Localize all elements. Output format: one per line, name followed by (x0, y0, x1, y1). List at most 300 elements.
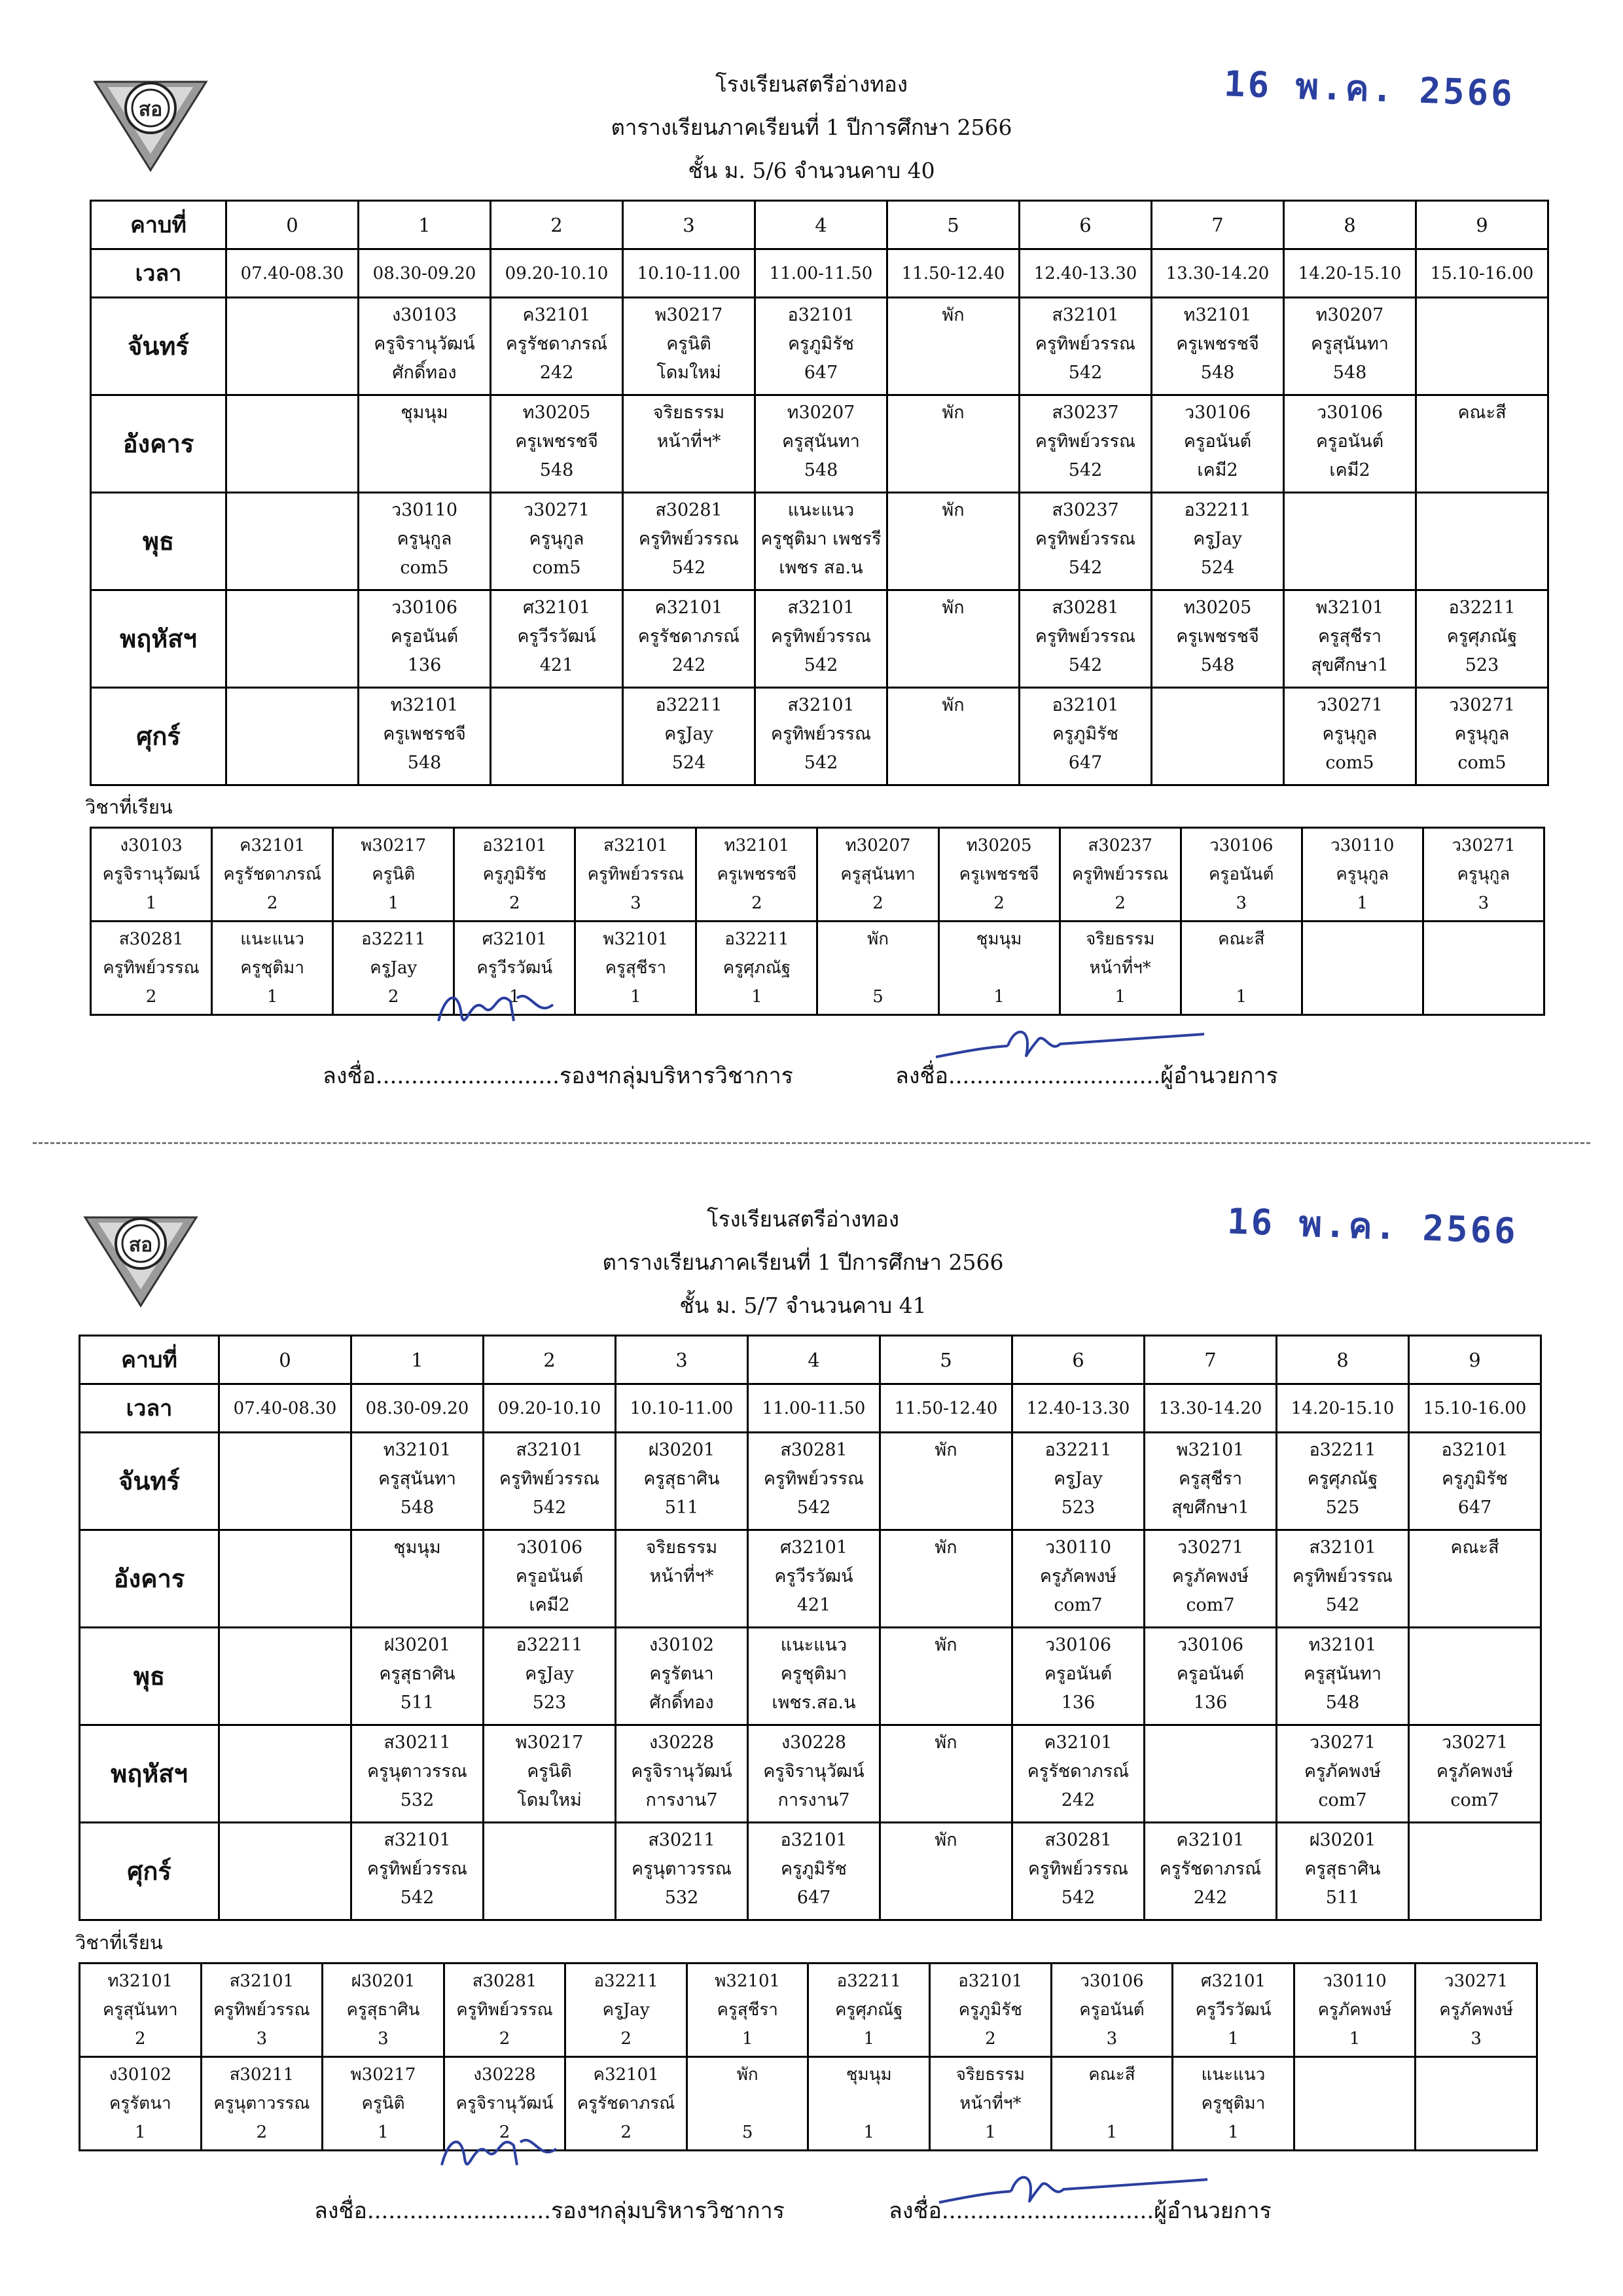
cell-line: ครูสุธาศิน (1304, 1859, 1381, 1879)
time-slot: 14.20-15.10 (1277, 1384, 1409, 1433)
cell-line: คณะสี (1088, 2065, 1135, 2085)
cell-line: 3 (256, 2029, 268, 2049)
cell-line: ครูนุกูล (1336, 865, 1389, 884)
school-logo-icon (82, 1198, 200, 1309)
cell-line: ครูจิรานุวัฒน์ (374, 334, 475, 354)
cell-line: ครูจิรานุวัฒน์ (763, 1761, 865, 1782)
cell-line: 2 (387, 987, 399, 1007)
cell-line: ครูเพชรชจี (383, 724, 466, 744)
class-cell (1416, 493, 1548, 590)
cell-line: ครูJay (370, 958, 418, 978)
cell-line: ครูสุนันทา (840, 865, 916, 884)
cell-line: ครูภูมิรัช (781, 1859, 847, 1879)
subject-cell (323, 2057, 444, 2151)
day-row (91, 395, 1548, 493)
cell-line: ครูอนันต์ (1044, 1664, 1113, 1684)
cell-line: 1 (863, 2123, 875, 2142)
cell-line: ครูทิพย์วรรณ (770, 724, 872, 744)
class-cell (1277, 1823, 1409, 1920)
cell-line (819, 954, 936, 982)
class-cell (748, 1628, 880, 1725)
cell-line: com5 (1325, 753, 1374, 773)
day-row (91, 688, 1548, 785)
subject-cell (80, 2057, 202, 2151)
cell-line: คณะสี (1450, 1537, 1499, 1558)
subject-cell (817, 828, 938, 922)
timetable-sheet-m56 (0, 0, 1623, 1139)
subject-cell (1181, 828, 1302, 922)
cell-line: com7 (1318, 1790, 1367, 1810)
cell-line: 524 (671, 753, 706, 773)
class-cell (484, 1433, 616, 1530)
cell-line: ว30271 (1452, 836, 1516, 855)
subject-cell (938, 828, 1060, 922)
school-name: โรงเรียนสตรีอ่างทอง (707, 1206, 899, 1232)
subject-cell (696, 922, 817, 1015)
subject-cell (817, 922, 938, 1015)
timetable-sheet-m57 (0, 1145, 1623, 2296)
cell-line: 2 (145, 987, 157, 1007)
class-cell (1145, 1433, 1277, 1530)
subject-cell (696, 828, 817, 922)
cell-line: ครูทิพย์วรรณ (1027, 1859, 1129, 1879)
subject-cell (1416, 1964, 1537, 2057)
cell-line: 2 (620, 2029, 632, 2049)
cell-line: การงาน7 (645, 1790, 718, 1810)
cell-line: อ32211 (836, 1971, 901, 1991)
class-cell (1020, 298, 1152, 395)
cell-line: ครูนุตาวรรณ (632, 1859, 732, 1879)
class-cell (491, 688, 623, 785)
cell-line: ครูชุติมา (240, 958, 304, 978)
cell-line: 542 (804, 753, 838, 773)
date-stamp: 16 พ.ค. 2566 (1226, 1200, 1519, 1252)
cell-line: ง30103 (391, 305, 457, 325)
class-cell (226, 493, 359, 590)
day-row (80, 1433, 1541, 1530)
cell-line: 3 (1478, 893, 1489, 913)
class-cell (755, 688, 887, 785)
time-slot: 14.20-15.10 (1284, 249, 1416, 298)
cell-line: พ30217 (350, 2065, 416, 2085)
subject-cell (1060, 828, 1181, 922)
cell-line: 1 (1357, 893, 1368, 913)
cell-line: อ32101 (482, 836, 547, 855)
cell-line: เพชร สอ.น (779, 558, 863, 578)
cell-line: อ32211 (724, 929, 789, 949)
cell-line: 647 (1068, 753, 1103, 773)
cell-line: ครูสุนันทา (103, 2000, 178, 2020)
subject-cell (212, 922, 333, 1015)
class-cell (219, 1823, 351, 1920)
class-cell (226, 688, 359, 785)
subject-cell (323, 1964, 444, 2057)
cell-line: ชุมนุม (393, 1537, 441, 1558)
class-cell (1277, 1433, 1409, 1530)
day-row (80, 1823, 1541, 1920)
cell-line: แนะแนว (1201, 2065, 1266, 2085)
day-name: พฤหัสฯ (80, 1725, 219, 1823)
cell-line: 524 (1200, 558, 1235, 578)
day-name: ศุกร์ (80, 1823, 219, 1920)
deputy-signature (432, 982, 563, 1041)
cell-line: หน้าที่ฯ* (959, 2094, 1022, 2113)
class-cell (351, 1725, 484, 1823)
class-cell (484, 1823, 616, 1920)
class-cell (219, 1725, 351, 1823)
cell-line: 1 (378, 2123, 389, 2142)
time-header: เวลา (91, 249, 226, 298)
class-cell (1020, 688, 1152, 785)
cell-line: แนะแนว (780, 1635, 847, 1655)
class-cell (1152, 395, 1284, 493)
cell-line: พ32101 (715, 1971, 781, 1991)
cell-line: 511 (1325, 1888, 1360, 1908)
cell-line: ครูอนันต์ (1183, 431, 1252, 452)
class-cell (1145, 1823, 1277, 1920)
period-number: 9 (1409, 1336, 1541, 1384)
class-info: ชั้น ม. 5/6 จำนวนคาบ 40 (688, 158, 935, 183)
cell-line: ครูสุนันทา (378, 1469, 456, 1489)
subject-cell (808, 2057, 930, 2151)
cell-line: 2 (620, 2123, 632, 2142)
time-slot: 12.40-13.30 (1012, 1384, 1145, 1433)
cell-line: 1 (1236, 987, 1247, 1007)
cell-line: ส30281 (780, 1440, 847, 1460)
cell-line: ส30211 (648, 1830, 715, 1850)
cell-line: แนะแนว (787, 500, 855, 520)
cell-line: ง30102 (109, 2065, 171, 2085)
subject-cell (1181, 922, 1302, 1015)
cell-line: com5 (400, 558, 449, 578)
cell-line: 542 (804, 655, 838, 675)
cell-line: com7 (1186, 1595, 1235, 1615)
subject-cell (212, 828, 333, 922)
cell-line: พัก (935, 1537, 957, 1558)
class-cell (1152, 590, 1284, 688)
cell-line: 542 (400, 1888, 435, 1908)
class-cell (748, 1823, 880, 1920)
cell-line: ครูทิพย์วรรณ (1035, 529, 1136, 549)
cell-line: 3 (378, 2029, 389, 2049)
cell-line: ครูรัชดาภรณ์ (1027, 1761, 1130, 1782)
class-cell (1416, 688, 1548, 785)
class-cell (887, 493, 1020, 590)
class-cell (219, 1628, 351, 1725)
cell-line: 542 (532, 1498, 567, 1518)
cell-line: 1 (1115, 987, 1126, 1007)
cell-line: 548 (1200, 655, 1235, 675)
time-slot: 09.20-10.10 (484, 1384, 616, 1433)
cell-line: ศ32101 (522, 598, 591, 618)
cell-line: 548 (407, 753, 442, 773)
class-cell (1020, 493, 1152, 590)
cell-line: ครูนุตาวรรณ (367, 1761, 467, 1782)
cell-line: ครูเพชรชจี (959, 865, 1039, 884)
time-slot: 11.00-11.50 (755, 249, 887, 298)
cell-line: ครูจิรานุวัฒน์ (102, 865, 200, 884)
cell-line: 542 (1068, 655, 1103, 675)
cell-line: 1 (509, 987, 520, 1007)
time-slot: 11.50-12.40 (880, 1384, 1012, 1433)
cell-line: com7 (1450, 1790, 1499, 1810)
svg-text:สอ: สอ (138, 98, 163, 121)
class-cell (1020, 590, 1152, 688)
cell-line: ชุมนุม (846, 2065, 892, 2085)
class-cell (351, 1628, 484, 1725)
cell-line: 136 (407, 655, 442, 675)
class-cell (623, 688, 755, 785)
class-cell (491, 590, 623, 688)
cell-line: ครูJay (1054, 1469, 1103, 1489)
period-row (80, 1336, 1541, 1384)
cell-line: ครูนุกูล (1322, 724, 1378, 744)
cell-line: 542 (1325, 1595, 1360, 1615)
cell-line: ว30106 (1209, 836, 1274, 855)
cell-line: ครูรัชดาภรณ์ (1159, 1859, 1262, 1879)
class-cell (1152, 493, 1284, 590)
cell-line: การงาน7 (777, 1790, 850, 1810)
period-number: 6 (1020, 201, 1152, 249)
cell-line: อ32211 (1044, 1440, 1112, 1460)
cell-line: ครูศุภณัฐ (1307, 1469, 1378, 1489)
cell-line: ชุมนุม (976, 929, 1022, 949)
cell-line: 1 (741, 2029, 753, 2049)
cell-line: ครูนุกูล (397, 529, 452, 549)
cell-line: ง30102 (649, 1635, 715, 1655)
class-cell (887, 298, 1020, 395)
period-header: คาบที่ (91, 201, 226, 249)
class-cell (491, 298, 623, 395)
cell-line: ครูเพชรชจี (717, 865, 797, 884)
cell-line: ครูทิพย์วรรณ (763, 1469, 865, 1489)
class-cell (748, 1725, 880, 1823)
cell-line: 421 (539, 655, 574, 675)
cell-line: อ32101 (1052, 695, 1119, 715)
cell-line: ครูทิพย์วรรณ (456, 2000, 553, 2020)
cell-line: ว30271 (523, 500, 590, 520)
cell-line: ง30103 (120, 836, 183, 855)
sheet-divider (33, 1142, 1590, 1144)
cell-line: ครูทิพย์วรรณ (213, 2000, 310, 2020)
class-cell (1277, 1725, 1409, 1823)
cell-line: อ32211 (1448, 598, 1516, 618)
cell-line: 3 (1106, 2029, 1118, 2049)
class-cell (1277, 1530, 1409, 1628)
cell-line: อ32211 (1184, 500, 1251, 520)
cell-line: 647 (796, 1888, 831, 1908)
subject-cell (1173, 1964, 1294, 2057)
cell-line: จริยธรรม (955, 2065, 1026, 2085)
cell-line: ส32101 (1309, 1537, 1376, 1558)
cell-line: 2 (872, 893, 883, 913)
time-slot: 10.10-11.00 (623, 249, 755, 298)
cell-line: 3 (630, 893, 641, 913)
class-cell (1284, 688, 1416, 785)
cell-line: 242 (539, 363, 574, 383)
cell-line: ครูภัคพงษ์ (1317, 2000, 1392, 2020)
cell-line: ท32101 (724, 836, 790, 855)
class-cell (219, 1433, 351, 1530)
day-name: ศุกร์ (91, 688, 226, 785)
cell-line: 242 (671, 655, 706, 675)
time-slot: 07.40-08.30 (226, 249, 359, 298)
subject-cell (938, 922, 1060, 1015)
cell-line: ศ32101 (779, 1537, 848, 1558)
cell-line: 1 (145, 893, 157, 913)
subject-cell (80, 1964, 202, 2057)
period-number: 2 (491, 201, 623, 249)
cell-line: 1 (1228, 2029, 1239, 2049)
cell-line: ท32101 (390, 695, 459, 715)
cell-line: 2 (499, 2123, 510, 2142)
cell-line: พัก (935, 1635, 957, 1655)
cell-line: ส30237 (1052, 403, 1119, 423)
cell-line: หน้าที่ฯ* (656, 431, 721, 452)
cell-line: พัก (867, 929, 889, 949)
subject-cell (201, 1964, 323, 2057)
cell-line: ครูชุติมา (780, 1664, 847, 1684)
cell-line: ครูทิพย์วรรณ (1035, 334, 1136, 354)
cell-line: ครูทิพย์วรรณ (1292, 1566, 1393, 1587)
date-stamp: 16 พ.ค. 2566 (1223, 63, 1516, 115)
cell-line: ส30237 (1052, 500, 1119, 520)
cell-line: พ30217 (515, 1732, 584, 1753)
subject-cell (1051, 2057, 1173, 2151)
cell-line: ค32101 (522, 305, 591, 325)
cell-line: 523 (1465, 655, 1499, 675)
subjects-table (90, 827, 1545, 1016)
class-cell (616, 1823, 748, 1920)
cell-line: พัก (942, 305, 965, 325)
cell-line: พ32101 (603, 929, 669, 949)
class-cell (1012, 1628, 1145, 1725)
cell-line: ครูนุตาวรรณ (213, 2094, 310, 2113)
cell-line: ส32101 (787, 695, 855, 715)
class-cell (616, 1628, 748, 1725)
subject-cell (444, 1964, 565, 2057)
cell-line: ครูรัชดาภรณ์ (505, 334, 608, 354)
cell-line: ครูเพชรชจี (1176, 626, 1259, 647)
subject-cell (1173, 2057, 1294, 2151)
cell-line: คณะสี (1218, 929, 1265, 949)
cell-line: คณะสี (1457, 403, 1507, 423)
cell-line: ครูสุนันทา (1304, 1664, 1382, 1684)
cell-line: ฝ30201 (648, 1440, 715, 1460)
cell-line: อ32211 (594, 1971, 658, 1991)
cell-line: ครูจิรานุวัฒน์ (631, 1761, 732, 1782)
director-signature-line: ลงชื่อ..............................ผู้อำนวยการ (889, 2198, 1272, 2224)
class-cell (1012, 1530, 1145, 1628)
cell-line: ว30271 (1444, 1971, 1508, 1991)
cell-line: อ32101 (787, 305, 855, 325)
cell-line: 523 (1061, 1498, 1096, 1518)
cell-line: ครูทิพย์วรรณ (103, 958, 200, 978)
period-number: 7 (1152, 201, 1284, 249)
cell-line: 1 (630, 987, 641, 1007)
cell-line (940, 954, 1058, 982)
subject-cell (565, 2057, 687, 2151)
cell-line: ส30237 (1088, 836, 1152, 855)
subject-cell (1302, 922, 1423, 1015)
cell-line: ครูสุนันทา (1311, 334, 1389, 354)
period-number: 4 (748, 1336, 880, 1384)
cell-line: 2 (135, 2029, 146, 2049)
subject-cell (565, 1964, 687, 2057)
class-cell (1409, 1433, 1541, 1530)
cell-line: พ32101 (1176, 1440, 1245, 1460)
class-cell (219, 1530, 351, 1628)
cell-line: พัก (942, 695, 965, 715)
cell-line: ชุมนุม (401, 403, 448, 423)
cell-line: 1 (266, 987, 278, 1007)
cell-line: ท30205 (522, 403, 591, 423)
class-cell (359, 493, 491, 590)
class-cell (887, 688, 1020, 785)
cell-line: 1 (863, 2029, 875, 2049)
cell-line: ว30106 (1177, 1635, 1244, 1655)
class-cell (491, 395, 623, 493)
class-cell (1277, 1628, 1409, 1725)
class-cell (1145, 1530, 1277, 1628)
class-cell (226, 395, 359, 493)
day-row (80, 1725, 1541, 1823)
cell-line: หน้าที่ฯ* (649, 1566, 714, 1587)
cell-line (1053, 2089, 1171, 2118)
cell-line: ส30281 (472, 1971, 537, 1991)
class-cell (623, 298, 755, 395)
class-cell (748, 1433, 880, 1530)
cell-line: 647 (1457, 1498, 1492, 1518)
cell-line: 548 (539, 460, 574, 480)
cell-line: ครูสุชีรา (605, 958, 667, 978)
cell-line: ว30106 (391, 598, 458, 618)
cell-line: 2 (266, 893, 278, 913)
cell-line: ว30106 (516, 1537, 583, 1558)
time-slot: 12.40-13.30 (1020, 249, 1152, 298)
cell-line: ว30271 (1441, 1732, 1508, 1753)
class-cell (1416, 395, 1548, 493)
subject-cell (1423, 922, 1544, 1015)
cell-line: 242 (1061, 1790, 1096, 1810)
cell-line: 525 (1325, 1498, 1360, 1518)
cell-line: โดมใหม่ (656, 363, 721, 383)
cell-line: ครูรัชดาภรณ์ (223, 865, 321, 884)
cell-line: อ32211 (1309, 1440, 1376, 1460)
cell-line: 548 (1325, 1693, 1360, 1713)
class-cell (616, 1433, 748, 1530)
deputy-signature-line: ลงชื่อ..........................รองฯกลุ่มบริหารวิชาการ (323, 1063, 793, 1089)
cell-line: ฝ30201 (351, 1971, 416, 1991)
cell-line: ครูอนันต์ (1176, 1664, 1245, 1684)
class-cell (755, 298, 887, 395)
cell-line: 548 (1332, 363, 1367, 383)
cell-line: ครูนุกูล (1454, 724, 1510, 744)
cell-line: 542 (1061, 1888, 1096, 1908)
cell-line: 1 (387, 893, 399, 913)
class-cell (616, 1725, 748, 1823)
cell-line: ส30211 (383, 1732, 451, 1753)
subject-cell (1051, 1964, 1173, 2057)
cell-line: ว30271 (1309, 1732, 1376, 1753)
cell-line: ครูรัตนา (109, 2094, 171, 2113)
cell-line: ว30106 (1184, 403, 1251, 423)
cell-line: ว30106 (1316, 403, 1383, 423)
time-slot: 09.20-10.10 (491, 249, 623, 298)
cell-line: ส32101 (516, 1440, 583, 1460)
cell-line: 548 (400, 1498, 435, 1518)
cell-line: 542 (1068, 363, 1103, 383)
